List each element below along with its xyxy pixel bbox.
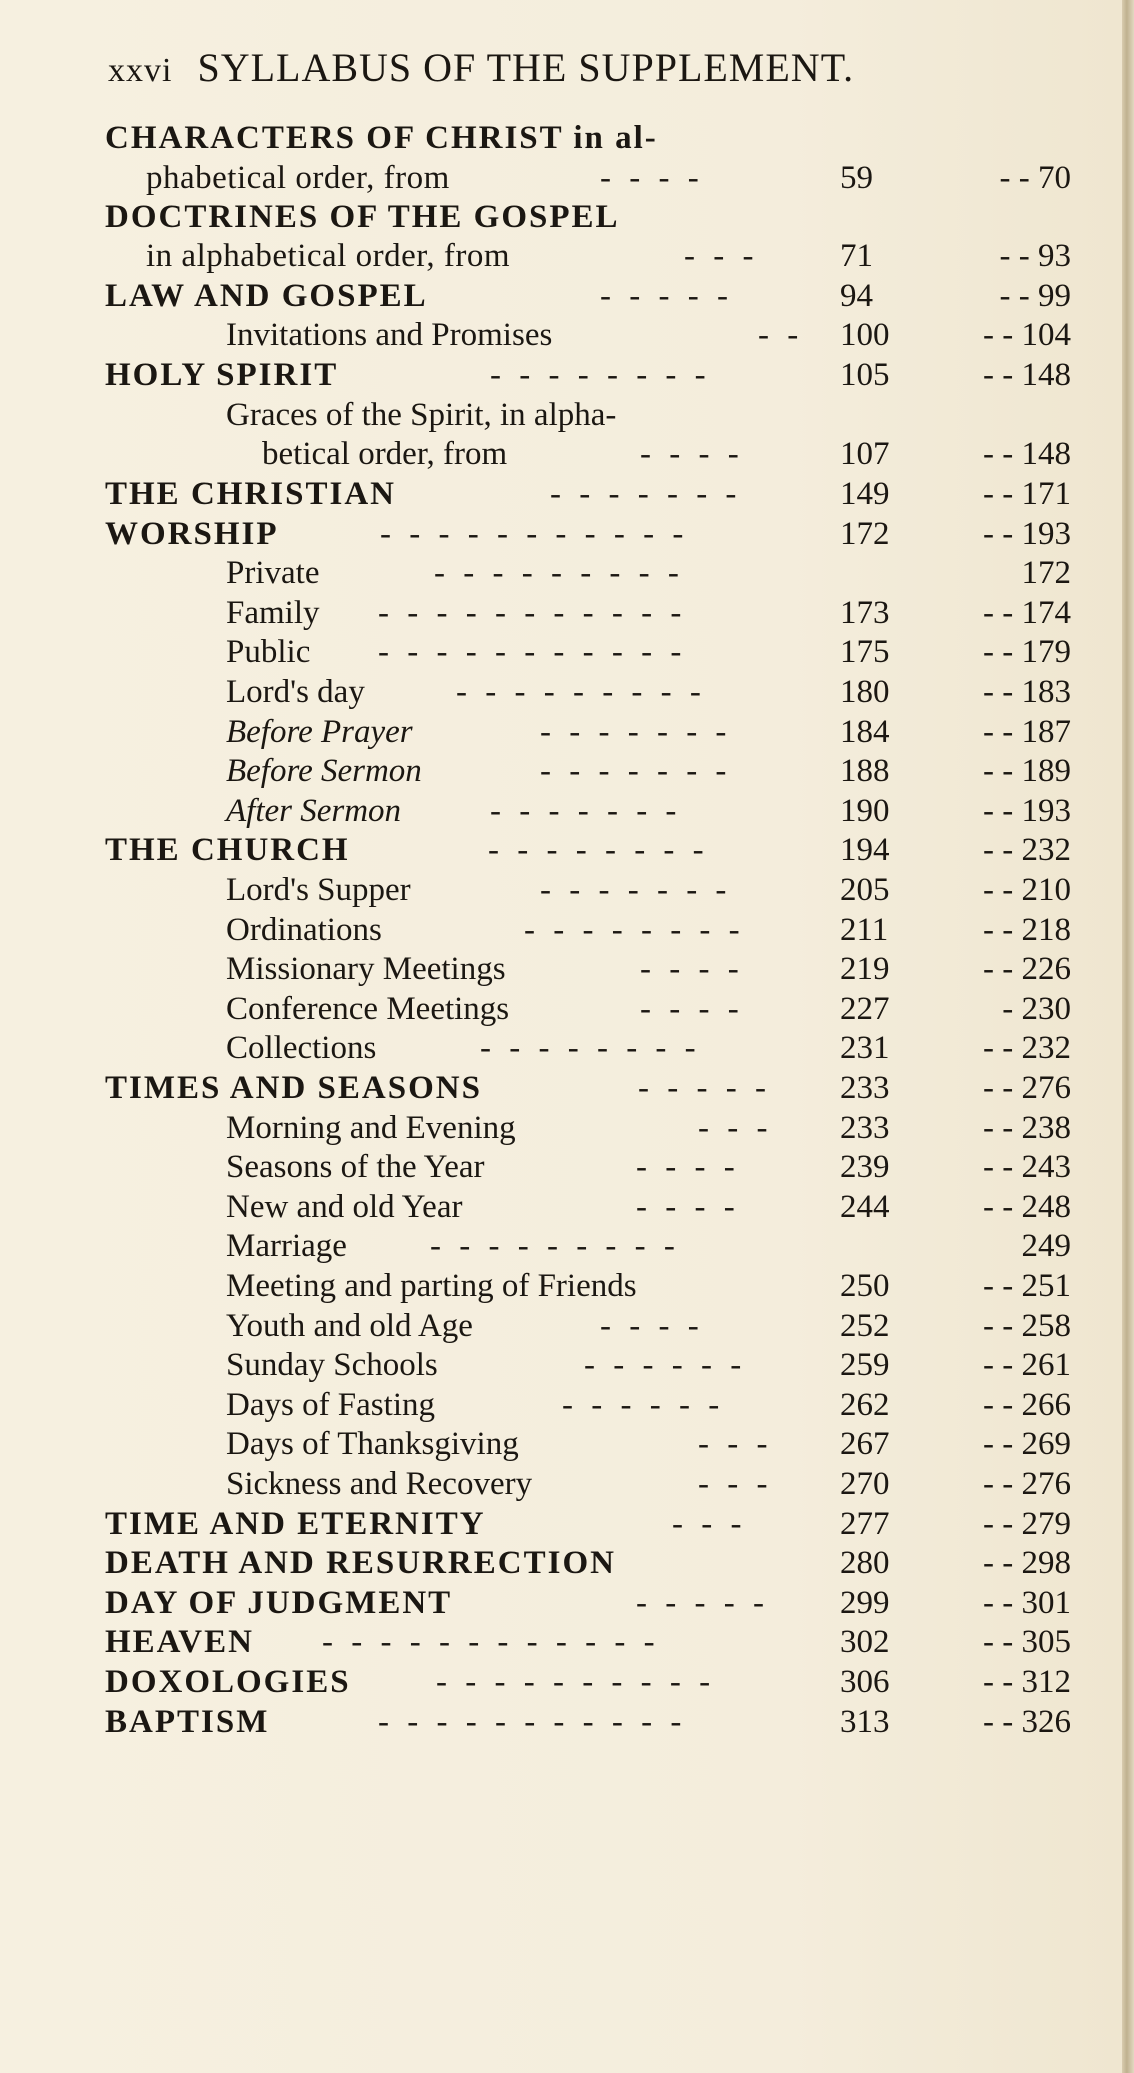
- entry-title: BAPTISM: [105, 1704, 270, 1740]
- entry-title: betical order, from: [262, 436, 508, 472]
- page-range-start: 94: [840, 278, 873, 314]
- entry-title: WORSHIP: [105, 516, 279, 552]
- syllabus-entry: [0, 1622, 1080, 1662]
- entry-title: DAY OF JUDGMENT: [105, 1585, 453, 1621]
- dot-leader: - - - - - - - - -: [430, 1228, 680, 1264]
- syllabus-entry: [0, 1068, 1080, 1108]
- entry-title: LAW AND GOSPEL: [105, 278, 428, 314]
- syllabus-entry: [0, 870, 1080, 910]
- syllabus-entry: [0, 1028, 1080, 1068]
- entry-title: Graces of the Spirit, in alpha-: [226, 397, 617, 433]
- syllabus-entry: [0, 1147, 1080, 1187]
- syllabus-entry: [0, 1187, 1080, 1227]
- dot-leader: - - - - -: [638, 1070, 771, 1106]
- dot-leader: - - -: [684, 238, 759, 274]
- syllabus-entry: [0, 1702, 1080, 1742]
- page-range-start: 270: [840, 1466, 890, 1502]
- dot-leader: - - - - - - -: [540, 753, 732, 789]
- page-range-end: 249: [1021, 1228, 1071, 1264]
- page-range-end: - - 258: [983, 1308, 1071, 1344]
- page-range-start: 172: [840, 516, 890, 552]
- dot-leader: - - - - - - -: [550, 476, 742, 512]
- entry-title: Marriage: [226, 1228, 347, 1264]
- entry-title: in alphabetical order, from: [146, 238, 511, 274]
- page-range-end: - - 218: [983, 912, 1071, 948]
- page-range-start: 205: [840, 872, 890, 908]
- entry-title: TIMES AND SEASONS: [105, 1070, 482, 1106]
- dot-leader: - - - - - - - - - - -: [378, 595, 687, 631]
- dot-leader: - - - - - - - - - - -: [380, 516, 689, 552]
- syllabus-entry: [0, 553, 1080, 593]
- page-range-end: - - 305: [983, 1624, 1071, 1660]
- page-range-start: 100: [840, 317, 890, 353]
- page-range-end: - - 193: [983, 793, 1071, 829]
- dot-leader: - - - - - - -: [490, 793, 682, 829]
- page-range-start: 267: [840, 1426, 890, 1462]
- syllabus-entry: [0, 1345, 1080, 1385]
- entry-title: Morning and Evening: [226, 1110, 516, 1146]
- syllabus-entry: [0, 949, 1080, 989]
- page-range-start: 231: [840, 1030, 890, 1066]
- page-range-end: - - 276: [983, 1070, 1071, 1106]
- page-range-start: 173: [840, 595, 890, 631]
- page-range-start: 280: [840, 1545, 890, 1581]
- dot-leader: - - -: [698, 1466, 773, 1502]
- page-range-start: 262: [840, 1387, 890, 1423]
- syllabus-entry: [0, 158, 1080, 198]
- page-range-end: - - 326: [983, 1704, 1071, 1740]
- page-range-end: - - 226: [983, 951, 1071, 987]
- entry-title: Before Sermon: [226, 753, 422, 789]
- dot-leader: - - - - - - - -: [524, 912, 745, 948]
- page-range-end: - - 298: [983, 1545, 1071, 1581]
- entry-title: HEAVEN: [105, 1624, 254, 1660]
- entry-title: HOLY SPIRIT: [105, 357, 339, 393]
- entry-title: Meeting and parting of Friends: [226, 1268, 637, 1304]
- page-range-end: - 230: [1002, 991, 1071, 1027]
- dot-leader: - - -: [698, 1426, 773, 1462]
- entry-title: Conference Meetings: [226, 991, 510, 1027]
- entry-title: Days of Thanksgiving: [226, 1426, 519, 1462]
- page-range-start: 180: [840, 674, 890, 710]
- page-range-start: 252: [840, 1308, 890, 1344]
- page-range-start: 259: [840, 1347, 890, 1383]
- entry-title: Public: [226, 634, 311, 670]
- entry-title: Sunday Schools: [226, 1347, 438, 1383]
- page-range-end: - - 148: [983, 357, 1071, 393]
- dot-leader: - - - - - - - - -: [456, 674, 706, 710]
- dot-leader: - - - - - - - -: [480, 1030, 701, 1066]
- syllabus-entry: [0, 434, 1080, 474]
- entry-title: Days of Fasting: [226, 1387, 435, 1423]
- syllabus-entry: [0, 1662, 1080, 1702]
- dot-leader: - - - -: [636, 1149, 740, 1185]
- page-range-end: - - 99: [999, 278, 1071, 314]
- syllabus-entry: [0, 672, 1080, 712]
- page-range-start: 188: [840, 753, 890, 789]
- page-range-start: 239: [840, 1149, 890, 1185]
- dot-leader: - - - - - - -: [540, 872, 732, 908]
- page-range-start: 233: [840, 1070, 890, 1106]
- page-range-start: 194: [840, 832, 890, 868]
- dot-leader: - - - - - - - - - -: [436, 1664, 716, 1700]
- page-range-start: 175: [840, 634, 890, 670]
- syllabus-entry: [0, 355, 1080, 395]
- dot-leader: - - - - - - -: [540, 714, 732, 750]
- entry-title: Sickness and Recovery: [226, 1466, 533, 1502]
- dot-leader: - - - - -: [600, 278, 733, 314]
- page-range-start: 59: [840, 160, 873, 196]
- entry-title: Before Prayer: [226, 714, 413, 750]
- page-range-start: 250: [840, 1268, 890, 1304]
- syllabus-entry: [0, 989, 1080, 1029]
- page-range-end: - - 174: [983, 595, 1071, 631]
- dot-leader: - - - - - - - -: [490, 357, 711, 393]
- syllabus-entry: [0, 514, 1080, 554]
- dot-leader: - - - - -: [636, 1585, 769, 1621]
- page-range-end: - - 261: [983, 1347, 1071, 1383]
- page-range-end: - - 193: [983, 516, 1071, 552]
- syllabus-entry: [0, 910, 1080, 950]
- page-range-end: - - 248: [983, 1189, 1071, 1225]
- syllabus-entry: [0, 751, 1080, 791]
- dot-leader: - - - - - -: [584, 1347, 747, 1383]
- syllabus-entry: [0, 1385, 1080, 1425]
- dot-leader: - - - - - -: [562, 1387, 725, 1423]
- dot-leader: - -: [758, 317, 804, 353]
- syllabus-entry: [0, 1424, 1080, 1464]
- page-range-start: 184: [840, 714, 890, 750]
- page-range-end: - - 232: [983, 1030, 1071, 1066]
- syllabus-entry: [0, 1306, 1080, 1346]
- syllabus-entry: [0, 395, 1080, 435]
- syllabus-entry: [0, 593, 1080, 633]
- page-range-start: 299: [840, 1585, 890, 1621]
- syllabus-entry: [0, 474, 1080, 514]
- entry-title: THE CHRISTIAN: [105, 476, 396, 512]
- syllabus-entry: [0, 1543, 1080, 1583]
- syllabus-entry: [0, 276, 1080, 316]
- syllabus-entry: [0, 1464, 1080, 1504]
- syllabus-entry: [0, 197, 1080, 237]
- entry-title: DOXOLOGIES: [105, 1664, 351, 1700]
- page-range-end: - - 179: [983, 634, 1071, 670]
- page-title: SYLLABUS OF THE SUPPLEMENT.: [197, 45, 855, 90]
- dot-leader: - - - -: [600, 160, 704, 196]
- page-range-start: 277: [840, 1506, 890, 1542]
- page-range-start: 302: [840, 1624, 890, 1660]
- page-range-start: 233: [840, 1110, 890, 1146]
- page-range-end: - - 183: [983, 674, 1071, 710]
- syllabus-entry: [0, 712, 1080, 752]
- page-range-start: 149: [840, 476, 890, 512]
- syllabus-entry: [0, 315, 1080, 355]
- entry-title: Youth and old Age: [226, 1308, 473, 1344]
- entry-title: New and old Year: [226, 1189, 463, 1225]
- page-range-start: 71: [840, 238, 873, 274]
- dot-leader: - - - -: [640, 991, 744, 1027]
- dot-leader: - - - -: [640, 951, 744, 987]
- page-edge: [1122, 0, 1134, 2073]
- entry-title: DEATH AND RESURRECTION: [105, 1545, 616, 1581]
- page-range-start: 107: [840, 436, 890, 472]
- running-head: [108, 44, 1108, 104]
- page-number: xxvi: [108, 52, 173, 89]
- entry-title: Invitations and Promises: [226, 317, 553, 353]
- page-range-end: - - 266: [983, 1387, 1071, 1423]
- syllabus-entry: [0, 236, 1080, 276]
- entry-title: phabetical order, from: [146, 160, 450, 196]
- dot-leader: - - -: [698, 1110, 773, 1146]
- dot-leader: - - - -: [636, 1189, 740, 1225]
- page-range-end: - - 70: [999, 160, 1071, 196]
- dot-leader: - - - -: [640, 436, 744, 472]
- syllabus-entry: [0, 1266, 1080, 1306]
- page-range-end: - - 171: [983, 476, 1071, 512]
- syllabus-entry: [0, 1504, 1080, 1544]
- page-range-start: 227: [840, 991, 890, 1027]
- entry-title: Lord's day: [226, 674, 365, 710]
- page-range-end: - - 279: [983, 1506, 1071, 1542]
- page-range-start: 306: [840, 1664, 890, 1700]
- page-range-end: - - 251: [983, 1268, 1071, 1304]
- dot-leader: - - - -: [600, 1308, 704, 1344]
- dot-leader: - - -: [672, 1506, 747, 1542]
- syllabus-entry: [0, 632, 1080, 672]
- syllabus-entry: [0, 830, 1080, 870]
- page-range-end: 172: [1021, 555, 1071, 591]
- entry-title: CHARACTERS OF CHRIST in al-: [105, 120, 658, 156]
- entry-title: THE CHURCH: [105, 832, 350, 868]
- page-range-start: 105: [840, 357, 890, 393]
- entry-title: After Sermon: [226, 793, 402, 829]
- dot-leader: - - - - - - - - - - -: [378, 1704, 687, 1740]
- page-range-end: - - 238: [983, 1110, 1071, 1146]
- dot-leader: - - - - - - - - -: [434, 555, 684, 591]
- page-range-end: - - 269: [983, 1426, 1071, 1462]
- page-range-end: - - 243: [983, 1149, 1071, 1185]
- entry-title: Seasons of the Year: [226, 1149, 485, 1185]
- entry-title: Collections: [226, 1030, 377, 1066]
- page-range-end: - - 312: [983, 1664, 1071, 1700]
- syllabus-entry: [0, 118, 1080, 158]
- page-range-end: - - 301: [983, 1585, 1071, 1621]
- page-range-end: - - 232: [983, 832, 1071, 868]
- syllabus-entry: [0, 1226, 1080, 1266]
- entry-title: Private: [226, 555, 320, 591]
- page-range-end: - - 93: [999, 238, 1071, 274]
- entry-title: Ordinations: [226, 912, 382, 948]
- page-range-start: 244: [840, 1189, 890, 1225]
- entry-title: DOCTRINES OF THE GOSPEL: [105, 199, 620, 235]
- page-range-end: - - 187: [983, 714, 1071, 750]
- syllabus-entry: [0, 1108, 1080, 1148]
- entry-title: TIME AND ETERNITY: [105, 1506, 486, 1542]
- entry-title: Family: [226, 595, 320, 631]
- page-range-start: 211: [840, 912, 889, 948]
- page-range-end: - - 210: [983, 872, 1071, 908]
- page-range-start: 190: [840, 793, 890, 829]
- page-range-end: - - 148: [983, 436, 1071, 472]
- page-range-start: 313: [840, 1704, 890, 1740]
- page-range-start: 219: [840, 951, 890, 987]
- page-range-end: - - 276: [983, 1466, 1071, 1502]
- page-range-end: - - 189: [983, 753, 1071, 789]
- syllabus-entry: [0, 791, 1080, 831]
- dot-leader: - - - - - - - -: [488, 832, 709, 868]
- page-range-end: - - 104: [983, 317, 1071, 353]
- syllabus-entry: [0, 1583, 1080, 1623]
- entry-title: Lord's Supper: [226, 872, 411, 908]
- dot-leader: - - - - - - - - - - -: [378, 634, 687, 670]
- entry-title: Missionary Meetings: [226, 951, 506, 987]
- dot-leader: - - - - - - - - - - - -: [322, 1624, 660, 1660]
